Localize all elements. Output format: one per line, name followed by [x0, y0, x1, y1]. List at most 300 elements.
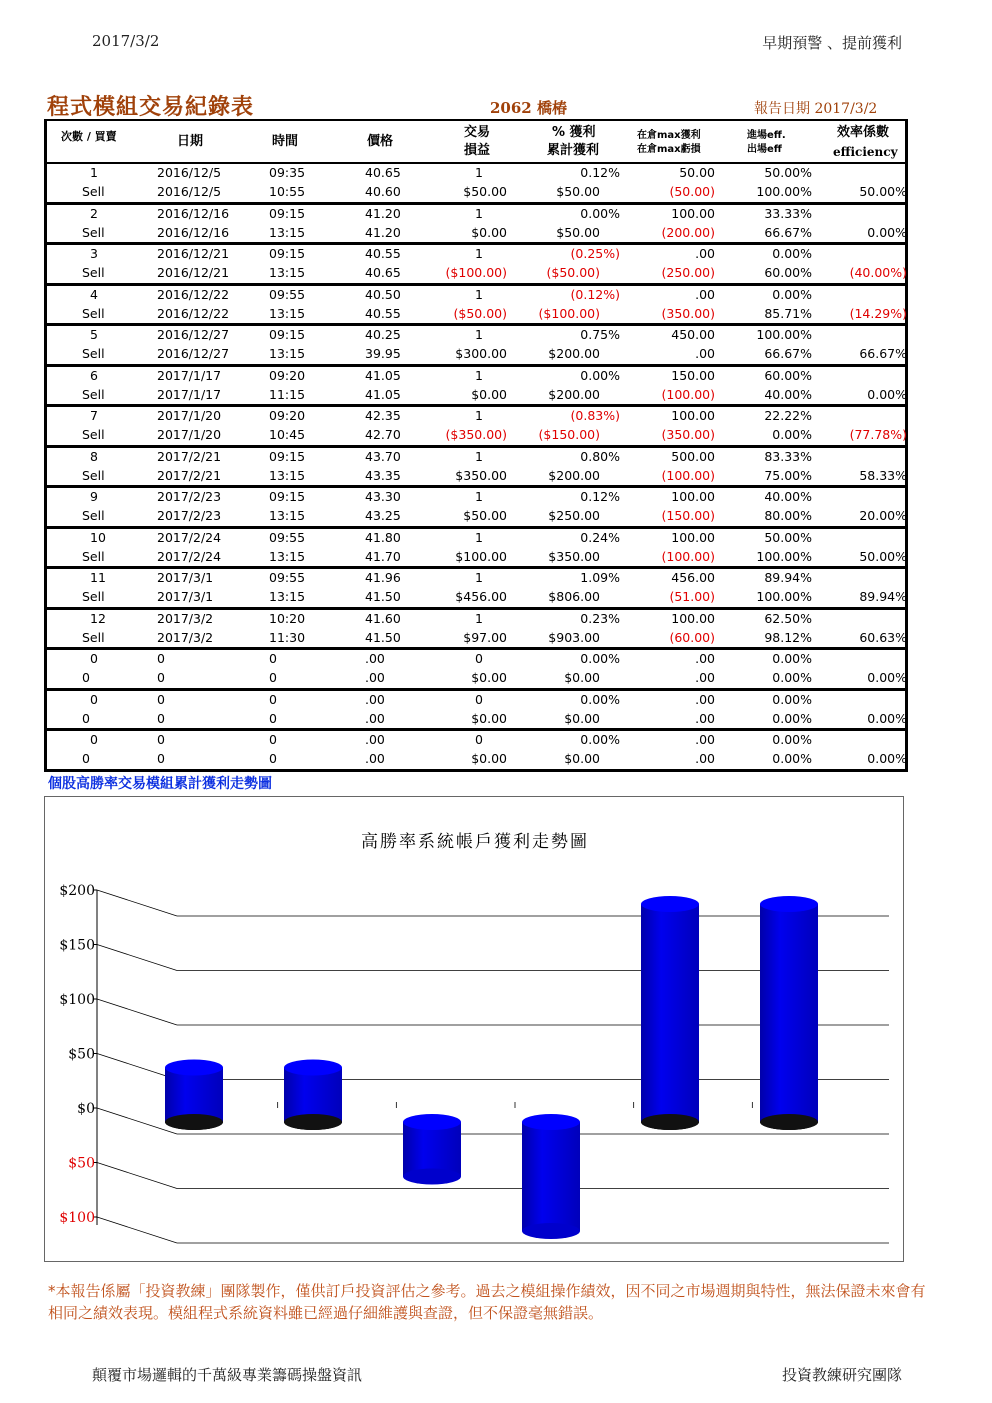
cell-d2: 0 [157, 670, 165, 685]
trade-block [44, 650, 908, 691]
chart-panel [44, 796, 904, 1262]
bar [522, 1122, 580, 1231]
cell-qty: 1 [475, 205, 483, 221]
cell-d1: 2017/2/24 [157, 529, 222, 545]
table-header [44, 119, 908, 164]
col-effc-b: efficiency [833, 145, 898, 159]
cell-pct: 0.00% [580, 691, 620, 707]
cell-eff: 60.63% [859, 629, 907, 645]
trade-block [44, 691, 908, 732]
cell-eff: 58.33% [859, 467, 907, 483]
cell-cum: $0.00 [564, 751, 600, 766]
cell-pct: 0.12% [580, 165, 620, 180]
cell-p1: 41.96 [365, 570, 401, 585]
cell-pl: $0.00 [471, 751, 507, 766]
cell-eff: (14.29%) [849, 305, 907, 321]
trade-block [44, 245, 908, 286]
gridline-diagonal [97, 1217, 177, 1243]
cell-t1: 0 [269, 651, 277, 666]
y-tick-label: $100 [59, 992, 95, 1008]
cell-p2: 40.65 [365, 265, 401, 280]
cell-eIn: 50.00% [764, 529, 812, 545]
cell-maxg: 100.00 [671, 205, 715, 221]
trade-block [44, 529, 908, 570]
cell-no: 11 [90, 570, 106, 585]
cell-pl: $0.00 [471, 710, 507, 726]
cell-p1: 41.80 [365, 529, 401, 545]
cell-maxg: 100.00 [671, 529, 715, 545]
cell-eOut: 100.00% [756, 548, 812, 564]
cell-pct: 0.00% [580, 732, 620, 747]
cell-p2: .00 [365, 751, 385, 766]
cell-eOut: 0.00% [772, 710, 812, 726]
cell-pl: $100.00 [455, 548, 507, 564]
cell-t2: 13:15 [269, 265, 306, 280]
cell-cum: ($50.00) [546, 265, 600, 280]
cell-p2: 41.50 [365, 589, 401, 604]
cell-pct: (0.12%) [570, 286, 620, 302]
cell-d2: 2016/12/27 [157, 346, 230, 361]
bar-top [403, 1114, 461, 1130]
cell-t2: 13:15 [269, 548, 306, 564]
disclaimer: *本報告係屬「投資教練」團隊製作，僅供訂戶投資評估之參考。過去之模組操作績效，因不同之市場週期與特性，無法保證未來會有相同之績效表現。模組程式系統資料雖已經過仔細維護與查證，但不保證毫無錯誤。 [48, 1282, 926, 1322]
cell-side: Sell [82, 589, 105, 604]
cell-t2: 10:55 [269, 184, 306, 199]
bar-bottom [522, 1223, 580, 1239]
cell-maxg: 456.00 [671, 570, 715, 585]
cell-d2: 2017/2/23 [157, 508, 222, 523]
cell-cum: $806.00 [548, 589, 600, 604]
cell-t2: 13:15 [269, 346, 306, 361]
trade-block [44, 731, 908, 772]
trade-table [44, 119, 908, 772]
cell-t1: 0 [269, 732, 277, 747]
cell-eIn: 0.00% [772, 732, 812, 747]
col-pct-b: 累計獲利 [547, 143, 600, 158]
cell-side: Sell [82, 224, 105, 240]
cell-d2: 0 [157, 751, 165, 766]
col-trade-b: 損益 [464, 143, 491, 158]
cell-t2: 11:15 [269, 386, 306, 402]
cell-d2: 2017/2/21 [157, 467, 222, 483]
cell-t2: 13:15 [269, 508, 306, 523]
chart-caption: 個股高勝率交易模組累計獲利走勢圖 [48, 776, 272, 792]
cell-p2: 41.20 [365, 224, 401, 240]
cell-pct: 0.75% [580, 327, 620, 342]
cell-t2: 13:15 [269, 467, 306, 483]
trade-block [44, 610, 908, 651]
cell-pct: 0.24% [580, 529, 620, 545]
trade-block [44, 286, 908, 327]
cell-cum: $350.00 [548, 548, 600, 564]
cell-side: 0 [82, 751, 90, 766]
footer-right: 投資教練研究團隊 [781, 1366, 902, 1384]
cell-no: 0 [90, 691, 98, 707]
cell-eIn: 60.00% [764, 367, 812, 383]
cell-maxg: .00 [695, 691, 715, 707]
cell-eIn: 0.00% [772, 691, 812, 707]
cell-t1: 09:20 [269, 408, 306, 423]
cell-p2: 41.05 [365, 386, 401, 402]
header-date: 2017/3/2 [92, 32, 160, 50]
cell-qty: 1 [475, 610, 483, 626]
cell-p2: 41.70 [365, 548, 401, 564]
col-trade-a: 交易 [464, 125, 491, 140]
cell-eOut: 0.00% [772, 670, 812, 685]
cell-cum: $200.00 [548, 467, 600, 483]
cell-eOut: 98.12% [764, 629, 812, 645]
cell-maxg: 150.00 [671, 367, 715, 383]
chart-title: 高勝率系統帳戶獲利走勢圖 [361, 832, 589, 852]
cell-pct: (0.83%) [570, 408, 620, 423]
cell-pl: ($350.00) [445, 427, 507, 442]
cell-pct: 0.23% [580, 610, 620, 626]
cell-cum: ($100.00) [538, 305, 600, 321]
cell-cum: $200.00 [548, 386, 600, 402]
cell-side: 0 [82, 710, 90, 726]
stock-name: 2062 橋椿 [490, 99, 567, 117]
cell-eff: 20.00% [859, 508, 907, 523]
cell-eIn: 0.00% [772, 246, 812, 261]
cell-qty: 1 [475, 489, 483, 504]
cell-maxl: (200.00) [661, 224, 715, 240]
cell-pl: $350.00 [455, 467, 507, 483]
cell-maxl: (100.00) [661, 467, 715, 483]
cell-eff: 89.94% [859, 589, 907, 604]
cell-eff: 0.00% [867, 670, 907, 685]
cell-maxg: .00 [695, 286, 715, 302]
cell-no: 9 [90, 489, 98, 504]
trade-block [44, 569, 908, 610]
cell-no: 10 [90, 529, 106, 545]
bar [284, 1068, 342, 1123]
cell-t1: 10:20 [269, 610, 306, 626]
cell-p1: .00 [365, 732, 385, 747]
cell-side: Sell [82, 265, 105, 280]
cell-eOut: 66.67% [764, 224, 812, 240]
cell-d1: 2017/3/1 [157, 570, 214, 585]
bar-top [165, 1060, 223, 1076]
cell-maxg: 500.00 [671, 448, 715, 464]
cell-maxl: .00 [695, 751, 715, 766]
cell-p2: .00 [365, 670, 385, 685]
profit-chart [45, 797, 905, 1263]
page-title: 程式模組交易紀錄表 [47, 94, 255, 120]
bar [403, 1122, 461, 1177]
cell-maxl: (250.00) [661, 265, 715, 280]
cell-qty: 1 [475, 246, 483, 261]
col-max-a: 在倉max獲利 [637, 130, 701, 141]
cell-cum: $250.00 [548, 508, 600, 523]
cell-eff: 0.00% [867, 386, 907, 402]
cell-t1: 09:15 [269, 448, 306, 464]
cell-p1: .00 [365, 651, 385, 666]
col-eff-b: 出場eff [747, 144, 782, 155]
cell-d1: 2017/2/23 [157, 489, 222, 504]
cell-maxl: (150.00) [661, 508, 715, 523]
cell-no: 2 [90, 205, 98, 221]
cell-cum: $0.00 [564, 670, 600, 685]
cell-maxg: .00 [695, 732, 715, 747]
cell-cum: $903.00 [548, 629, 600, 645]
bar-top [284, 1060, 342, 1076]
cell-p2: 43.25 [365, 508, 401, 523]
cell-maxl: (350.00) [661, 427, 715, 442]
cell-pl: $0.00 [471, 670, 507, 685]
cell-no: 8 [90, 448, 98, 464]
cell-eff: 50.00% [859, 548, 907, 564]
cell-side: Sell [82, 305, 105, 321]
cell-p1: 41.20 [365, 205, 401, 221]
cell-p1: 40.50 [365, 286, 401, 302]
cell-side: Sell [82, 467, 105, 483]
cell-qty: 1 [475, 408, 483, 423]
cell-eOut: 66.67% [764, 346, 812, 361]
y-tick-label: $50 [68, 1155, 95, 1172]
cell-eIn: 83.33% [764, 448, 812, 464]
cell-eIn: 62.50% [764, 610, 812, 626]
cell-t1: 09:15 [269, 327, 306, 342]
bar-bottom [284, 1114, 342, 1130]
cell-maxl: (60.00) [669, 629, 715, 645]
cell-side: Sell [82, 427, 105, 442]
cell-eIn: 40.00% [764, 489, 812, 504]
col-effc-a: 效率係數 [837, 125, 890, 140]
y-tick-label: $100 [59, 1210, 95, 1226]
cell-d2: 2016/12/22 [157, 305, 230, 321]
cell-qty: 0 [475, 691, 483, 707]
cell-pl: $50.00 [463, 508, 507, 523]
col-max-b: 在倉max虧損 [637, 144, 701, 155]
cell-side: Sell [82, 386, 105, 402]
bar [760, 904, 818, 1122]
cell-maxl: .00 [695, 346, 715, 361]
cell-t2: 0 [269, 751, 277, 766]
cell-eff: (77.78%) [849, 427, 907, 442]
cell-cum: $50.00 [556, 224, 600, 240]
cell-maxl: (350.00) [661, 305, 715, 321]
cell-p1: 40.55 [365, 246, 401, 261]
bar-bottom [641, 1114, 699, 1130]
y-tick-label: $150 [59, 937, 95, 954]
col-eff-a: 進場eff. [747, 130, 786, 141]
cell-qty: 1 [475, 286, 483, 302]
cell-p2: 42.70 [365, 427, 401, 442]
cell-eOut: 75.00% [764, 467, 812, 483]
gridline-diagonal [97, 945, 177, 971]
cell-p1: 42.35 [365, 408, 401, 423]
cell-qty: 1 [475, 165, 483, 180]
cell-pl: $0.00 [471, 386, 507, 402]
cell-no: 7 [90, 408, 98, 423]
cell-d1: 2017/3/2 [157, 610, 214, 626]
cell-eIn: 89.94% [764, 570, 812, 585]
cell-no: 6 [90, 367, 98, 383]
trade-block [44, 407, 908, 448]
y-tick-label: $200 [59, 883, 95, 899]
cell-cum: $0.00 [564, 710, 600, 726]
cell-d1: 0 [157, 732, 165, 747]
cell-eOut: 100.00% [756, 589, 812, 604]
cell-eff: 50.00% [859, 184, 907, 199]
cell-no: 4 [90, 286, 98, 302]
cell-pl: $456.00 [455, 589, 507, 604]
cell-d2: 2017/2/24 [157, 548, 222, 564]
cell-pct: (0.25%) [570, 246, 620, 261]
cell-maxl: (100.00) [661, 548, 715, 564]
cell-eOut: 0.00% [772, 427, 812, 442]
cell-d2: 2017/1/17 [157, 386, 222, 402]
cell-eIn: 22.22% [764, 408, 812, 423]
cell-p2: 40.55 [365, 305, 401, 321]
cell-eff: 66.67% [859, 346, 907, 361]
cell-eff: 0.00% [867, 224, 907, 240]
bar-bottom [403, 1169, 461, 1185]
cell-d1: 2017/1/20 [157, 408, 222, 423]
cell-p1: 41.05 [365, 367, 401, 383]
col-price: 價格 [367, 134, 394, 149]
cell-pct: 0.00% [580, 205, 620, 221]
cell-p1: 40.25 [365, 327, 401, 342]
cell-t2: 13:15 [269, 589, 306, 604]
cell-maxl: (100.00) [661, 386, 715, 402]
cell-side: Sell [82, 184, 105, 199]
cell-side: Sell [82, 548, 105, 564]
cell-maxl: .00 [695, 670, 715, 685]
cell-pct: 0.00% [580, 651, 620, 666]
cell-t2: 0 [269, 710, 277, 726]
cell-maxg: 100.00 [671, 610, 715, 626]
col-count-side: 次數 / 買賣 [61, 130, 117, 143]
cell-p1: 43.30 [365, 489, 401, 504]
cell-qty: 1 [475, 448, 483, 464]
cell-pl: $97.00 [463, 629, 507, 645]
cell-no: 3 [90, 246, 98, 261]
cell-eff: 0.00% [867, 710, 907, 726]
cell-qty: 0 [475, 732, 483, 747]
cell-d2: 2016/12/5 [157, 184, 222, 199]
cell-eOut: 60.00% [764, 265, 812, 280]
cell-p1: .00 [365, 691, 385, 707]
cell-t2: 11:30 [269, 629, 306, 645]
footer-left: 顛覆市場邏輯的千萬級專業籌碼操盤資訊 [92, 1366, 363, 1384]
cell-p1: 43.70 [365, 448, 401, 464]
cell-t1: 09:55 [269, 286, 306, 302]
bar-top [760, 896, 818, 912]
cell-maxg: 450.00 [671, 327, 715, 342]
cell-no: 12 [90, 610, 106, 626]
cell-cum: $200.00 [548, 346, 600, 361]
cell-no: 0 [90, 732, 98, 747]
cell-qty: 0 [475, 651, 483, 666]
cell-d2: 2017/3/2 [157, 629, 214, 645]
cell-t1: 09:55 [269, 529, 306, 545]
cell-d1: 0 [157, 691, 165, 707]
cell-maxg: .00 [695, 651, 715, 666]
cell-t1: 09:20 [269, 367, 306, 383]
gridline-diagonal [97, 999, 177, 1025]
cell-eff: (40.00%) [849, 265, 907, 280]
cell-eOut: 0.00% [772, 751, 812, 766]
cell-maxg: .00 [695, 246, 715, 261]
cell-qty: 1 [475, 327, 483, 342]
cell-maxl: (51.00) [669, 589, 715, 604]
cell-d1: 2016/12/5 [157, 165, 222, 180]
cell-pl: $0.00 [471, 224, 507, 240]
cell-cum: ($150.00) [538, 427, 600, 442]
cell-maxg: 50.00 [679, 165, 715, 180]
cell-p2: 40.60 [365, 184, 401, 199]
cell-qty: 1 [475, 367, 483, 383]
table-body [44, 164, 908, 772]
cell-no: 1 [90, 165, 98, 180]
cell-t2: 13:15 [269, 224, 306, 240]
cell-side: 0 [82, 670, 90, 685]
cell-eOut: 40.00% [764, 386, 812, 402]
cell-d2: 2016/12/16 [157, 224, 230, 240]
gridline-diagonal [97, 890, 177, 916]
cell-t2: 0 [269, 670, 277, 685]
cell-side: Sell [82, 508, 105, 523]
cell-p1: 40.65 [365, 165, 401, 180]
cell-p2: 39.95 [365, 346, 401, 361]
cell-d1: 2016/12/27 [157, 327, 230, 342]
trade-block [44, 367, 908, 408]
bar-top [522, 1114, 580, 1130]
cell-maxg: 100.00 [671, 489, 715, 504]
cell-eIn: 50.00% [764, 165, 812, 180]
cell-qty: 1 [475, 570, 483, 585]
cell-eOut: 80.00% [764, 508, 812, 523]
cell-d1: 2017/1/17 [157, 367, 222, 383]
gridline-diagonal [97, 1163, 177, 1189]
cell-p2: 41.50 [365, 629, 401, 645]
cell-t1: 0 [269, 691, 277, 707]
cell-eOut: 100.00% [756, 184, 812, 199]
trade-block [44, 205, 908, 246]
cell-d1: 0 [157, 651, 165, 666]
cell-maxl: (50.00) [669, 184, 715, 199]
cell-pct: 0.12% [580, 489, 620, 504]
cell-eff: 0.00% [867, 751, 907, 766]
cell-eOut: 85.71% [764, 305, 812, 321]
bar-top [641, 896, 699, 912]
cell-qty: 1 [475, 529, 483, 545]
y-tick-label: $50 [68, 1046, 95, 1063]
cell-d2: 0 [157, 710, 165, 726]
trade-block [44, 488, 908, 529]
cell-d2: 2016/12/21 [157, 265, 230, 280]
bar [165, 1068, 223, 1123]
trade-block [44, 164, 908, 205]
cell-t2: 10:45 [269, 427, 306, 442]
cell-eIn: 0.00% [772, 286, 812, 302]
cell-pct: 0.00% [580, 367, 620, 383]
report-date: 報告日期 2017/3/2 [754, 101, 878, 117]
cell-t1: 09:15 [269, 489, 306, 504]
cell-d2: 2017/3/1 [157, 589, 214, 604]
cell-t1: 09:55 [269, 570, 306, 585]
cell-eIn: 0.00% [772, 651, 812, 666]
col-time: 時間 [272, 134, 299, 149]
bar-bottom [165, 1114, 223, 1130]
trade-block [44, 448, 908, 489]
y-tick-label: $0 [77, 1101, 95, 1117]
cell-t1: 09:15 [269, 246, 306, 261]
cell-pct: 0.80% [580, 448, 620, 464]
cell-pl: ($100.00) [445, 265, 507, 280]
col-date: 日期 [177, 134, 204, 149]
